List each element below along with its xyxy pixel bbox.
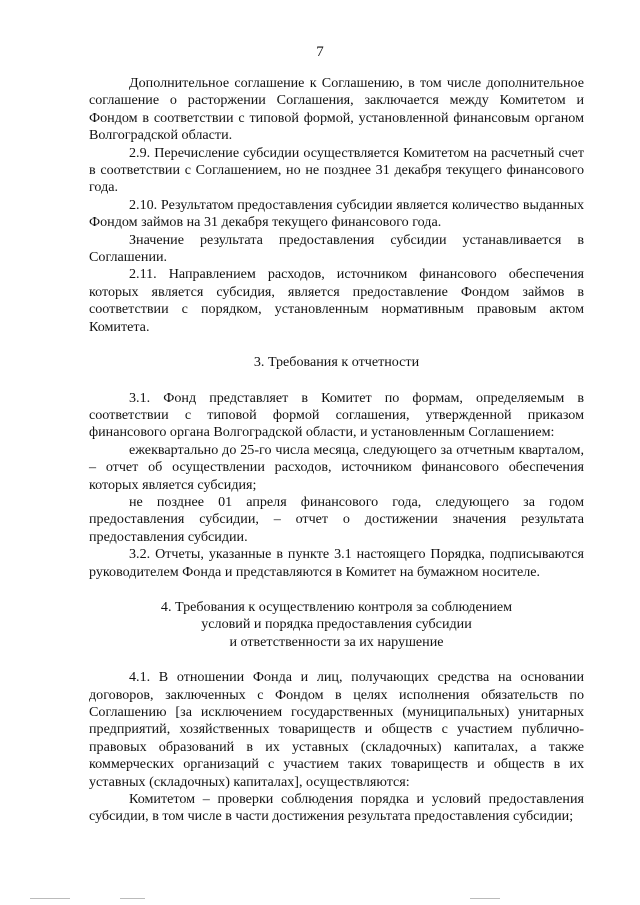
paragraph-quarterly-report: ежеквартально до 25-го числа месяца, следующего за отчетным кварталом, – отчет об осуществлении расходов, источником финансового обеспечения которых является субсидия; [89,441,584,493]
section-4-heading-line: 4. Требования к осуществлению контроля за соблюдением [160,598,513,615]
page-number: 7 [316,44,324,60]
paragraph-result-value: Значение результата предоставления субсидии устанавливается в Соглашении. [89,231,584,266]
paragraph-3-2: 3.2. Отчеты, указанные в пункте 3.1 настоящего Порядка, подписываются руководителем Фонда и представляются в Комитет на бумажном носителе. [89,546,584,580]
scan-edge-marks [0,893,640,899]
paragraph-3-1: 3.1. Фонд представляет в Комитет по формам, определяемым в соответствии с типовой формой соглашения, утвержденной приказом финансового органа Волгоградской области, и установленным Соглашением: [89,389,584,441]
document-body [89,75,584,826]
section-4-heading [89,599,584,651]
paragraph-additional-agreement: Дополнительное соглашение к Соглашению, в том числе дополнительное соглашение о расторжении Соглашения, заключается между Комитетом и Фондом в соответствии с типовой формой, установленной финансовым органом Волгоградской области. [89,75,584,144]
paragraph-2-10: 2.10. Результатом предоставления субсидии является количество выданных Фондом займов на 31 декабря текущего финансового года. [89,196,584,231]
paragraph-annual-report: не позднее 01 апреля финансового года, следующего за годом предоставления субсидии, – отчет о достижении значения результата предоставления субсидии. [89,493,584,545]
section-4-heading-line: и ответственности за их нарушение [229,633,444,650]
section-4-heading-line: условий и порядка предоставления субсидии [201,616,472,633]
paragraph-2-11: 2.11. Направлением расходов, источником финансового обеспечения которых является субсидия, является предоставление Фондом займов в соответствии с порядком, установленным нормативным правовым актом Комитета. [89,266,584,335]
paragraph-2-9: 2.9. Перечисление субсидии осуществляется Комитетом на расчетный счет в соответствии с Соглашением, но не позднее 31 декабря текущего финансового года. [89,144,584,196]
paragraph-4-1: 4.1. В отношении Фонда и лиц, получающих средства на основании договоров, заключенных с Фондом в целях исполнения обязательств по Соглашению [за исключением государственных (муниципальных) унитарных предприятий, хозяйственных товариществ и обществ с участием публично-правовых образований в их уставных (складочных) капиталах, а также коммерческих организаций с участием таких товариществ и обществ в их уставных (складочных) капиталах], осуществляются: [89,669,584,790]
paragraph-committee-checks: Комитетом – проверки соблюдения порядка и условий предоставления субсидии, в том числе в части достижения результата предоставления субсидии; [89,791,584,825]
section-3-heading: 3. Требования к отчетности [253,354,420,371]
